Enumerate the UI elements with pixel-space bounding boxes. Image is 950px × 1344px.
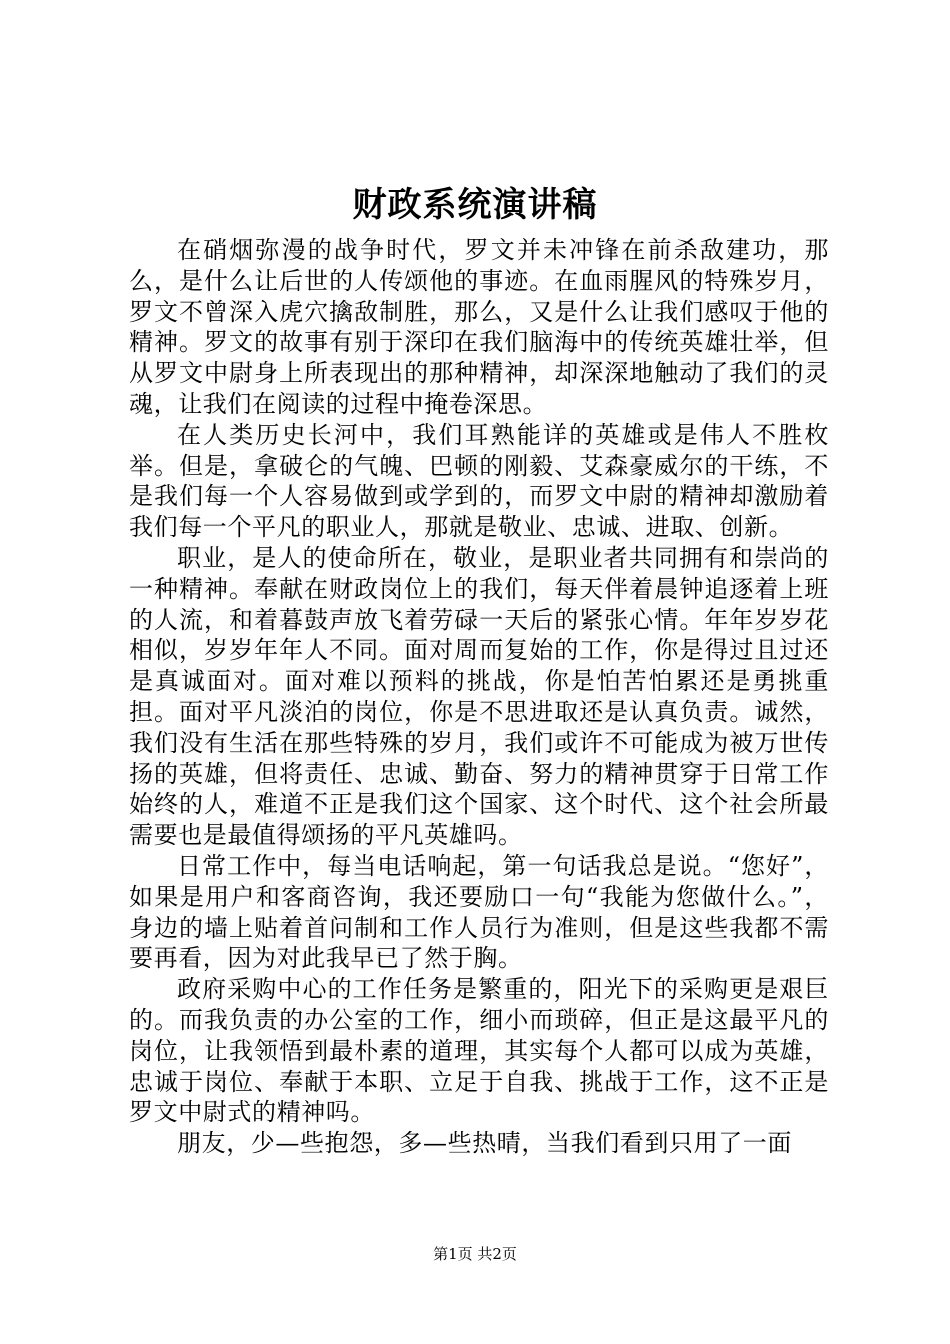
paragraph-6: 朋友，少—些抱怨，多—些热晴，当我们看到只用了一面 <box>177 1129 792 1158</box>
paragraph-1: 在硝烟弥漫的战争时代，罗文并未冲锋在前杀敌建功，那么，是什么让后世的人传颂他的事迹。在血雨腥风的特殊岁月，罗文不曾深入虎穴擒敌制胜，那么，又是什么让我们感叹于他的精神。罗文的故事有别于深印在我们脑海中的传统英雄壮举，但从罗文中尉身上所表现出的那种精神，却深深地触动了我们的灵魂，让我们在阅读的过程中掩卷深思。 <box>129 236 829 418</box>
document-body <box>129 235 829 1159</box>
paragraph-4: 日常工作中，每当电话响起，第一句话我总是说。“您好”，如果是用户和客商咨询，我还要励口一句“我能为您做什么。”，身边的墙上贴着首问制和工作人员行为准则，但是这些我都不需要再看，因为对此我早已了然于胸。 <box>129 851 829 973</box>
page-footer: 第1页 共2页 <box>433 1245 517 1263</box>
paragraph-2: 在人类历史长河中，我们耳熟能详的英雄或是伟人不胜枚举。但是，拿破仑的气魄、巴顿的刚毅、艾森豪威尔的干练，不是我们每一个人容易做到或学到的，而罗文中尉的精神却激励着我们每一个平凡的职业人，那就是敬业、忠诚、进取、创新。 <box>129 420 829 542</box>
document-title: 财政系统演讲稿 <box>352 185 598 225</box>
paragraph-3: 职业，是人的使命所在，敬业，是职业者共同拥有和崇尚的一种精神。奉献在财政岗位上的我们，每天伴着晨钟追逐着上班的人流，和着暮鼓声放飞着劳碌一天后的紧张心情。年年岁岁花相似，岁岁年年人不同。面对周而复始的工作，你是得过且过还是真诚面对。面对难以预料的挑战，你是怕苦怕累还是勇挑重担。面对平凡淡泊的岗位，你是不思进取还是认真负责。诚然，我们没有生活在那些特殊的岁月，我们或许不可能成为被万世传扬的英雄，但将责任、忠诚、勤奋、努力的精神贯穿于日常工作始终的人，难道不正是我们这个国家、这个时代、这个社会所最需要也是最值得颂扬的平凡英雄吗。 <box>129 543 829 850</box>
paragraph-5: 政府采购中心的工作任务是繁重的，阳光下的采购更是艰巨的。而我负责的办公室的工作，细小而琐碎，但正是这最平凡的岗位，让我领悟到最朴素的道理，其实每个人都可以成为英雄，忠诚于岗位、奉献于本职、立足于自我、挑战于工作，这不正是罗文中尉式的精神吗。 <box>129 975 829 1127</box>
